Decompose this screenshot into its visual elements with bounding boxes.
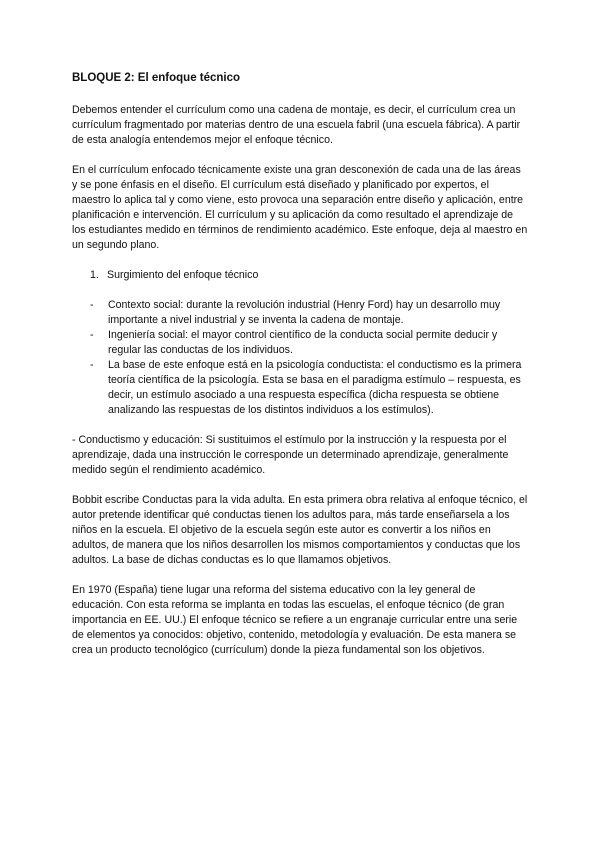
- numbered-heading: [90, 268, 528, 283]
- document-body: [72, 71, 528, 658]
- bullet-marker: -: [90, 299, 94, 311]
- paragraph-spacer: [72, 478, 528, 493]
- bullet-text-behaviorism: La base de este enfoque está en la psicología conductista: el conductismo es la primera teoría científica de la psicología. Esta se basa en el paradigma estímulo – respuesta, es decir, un estímulo asociado a una respuesta específica (dicha respuesta se obtiene analizando las respuestas de los distintos individuos a los estímulos).: [108, 359, 522, 416]
- paragraph-technical-curriculum: En el currículum enfocado técnicamente existe una gran desconexión de cada una de las áreas y se pone énfasis en el diseño. El currículum está diseñado y planificado por expertos, el maestro lo aplica tal y como viene, esto provoca una separación entre diseño y aplicación, entre planificación e intervención. El currículum y su aplicación da como resultado el aprendizaje de los estudiantes medido en términos de rendimiento académico. Este enfoque, deja al maestro en un segundo plano.: [72, 164, 528, 251]
- paragraph-spacer: [72, 568, 528, 583]
- bullet-text-social-engineering: Ingeniería social: el mayor control científico de la conducta social permite deducir y regular las conductas de los individuos.: [108, 329, 498, 356]
- list-item: [90, 298, 528, 328]
- bullet-marker: -: [90, 359, 94, 371]
- section-title: BLOQUE 2: El enfoque técnico: [72, 72, 241, 84]
- bullet-text-social-context: Contexto social: durante la revolución industrial (Henry Ford) hay un desarrollo muy importante a nivel industrial y se inventa la cadena de montaje.: [108, 299, 501, 326]
- bullet-list: [72, 298, 528, 418]
- paragraph-spacer: [72, 148, 528, 163]
- numbered-heading-text: Surgimiento del enfoque técnico: [107, 269, 259, 281]
- paragraph-spacer: [72, 253, 528, 268]
- bullet-marker: -: [90, 329, 94, 341]
- paragraph-reform-1970: En 1970 (España) tiene lugar una reforma del sistema educativo con la ley general de educación. Con esta reforma se implanta en todas las escuelas, el enfoque técnico (de gran importancia en EE. UU.) El enfoque técnico se refiere a un engranaje curricular entre una serie de elementos ya conocidos: objetivo, contenido, metodología y evaluación. De esta manera se crea un producto tecnológico (currículum) donde la pieza fundamental son los objetivos.: [72, 584, 518, 656]
- paragraph-spacer: [72, 283, 528, 298]
- paragraph-behaviorism-education: - Conductismo y educación: Si sustituimos el estímulo por la instrucción y la respuesta por el aprendizaje, dada una instrucción le corresponde un determinado aprendizaje, generalmente medido según el rendimiento académico.: [72, 434, 509, 476]
- paragraph-bobbit: Bobbit escribe Conductas para la vida adulta. En esta primera obra relativa al enfoque técnico, el autor pretende identificar qué conductas tienen los adultos para, más tarde enseñarsela a los niños en la escuela. El objetivo de la escuela según este autor es convertir a los niños en adultos, de manera que los niños desarrollen los mismos comportamientos y conductas que los adultos. La base de dichas conductas es lo que llamamos objetivos.: [72, 494, 528, 566]
- list-item: [90, 358, 528, 418]
- paragraph-spacer: [72, 418, 528, 433]
- list-item: [90, 328, 528, 358]
- paragraph-assembly-line: Debemos entender el currículum como una cadena de montaje, es decir, el currículum crea un currículum fragmentado por materias dentro de una escuela fabril (una escuela fábrica). A partir de esta analogía entendemos mejor el enfoque técnico.: [72, 104, 521, 146]
- numbered-marker: 1.: [90, 269, 99, 281]
